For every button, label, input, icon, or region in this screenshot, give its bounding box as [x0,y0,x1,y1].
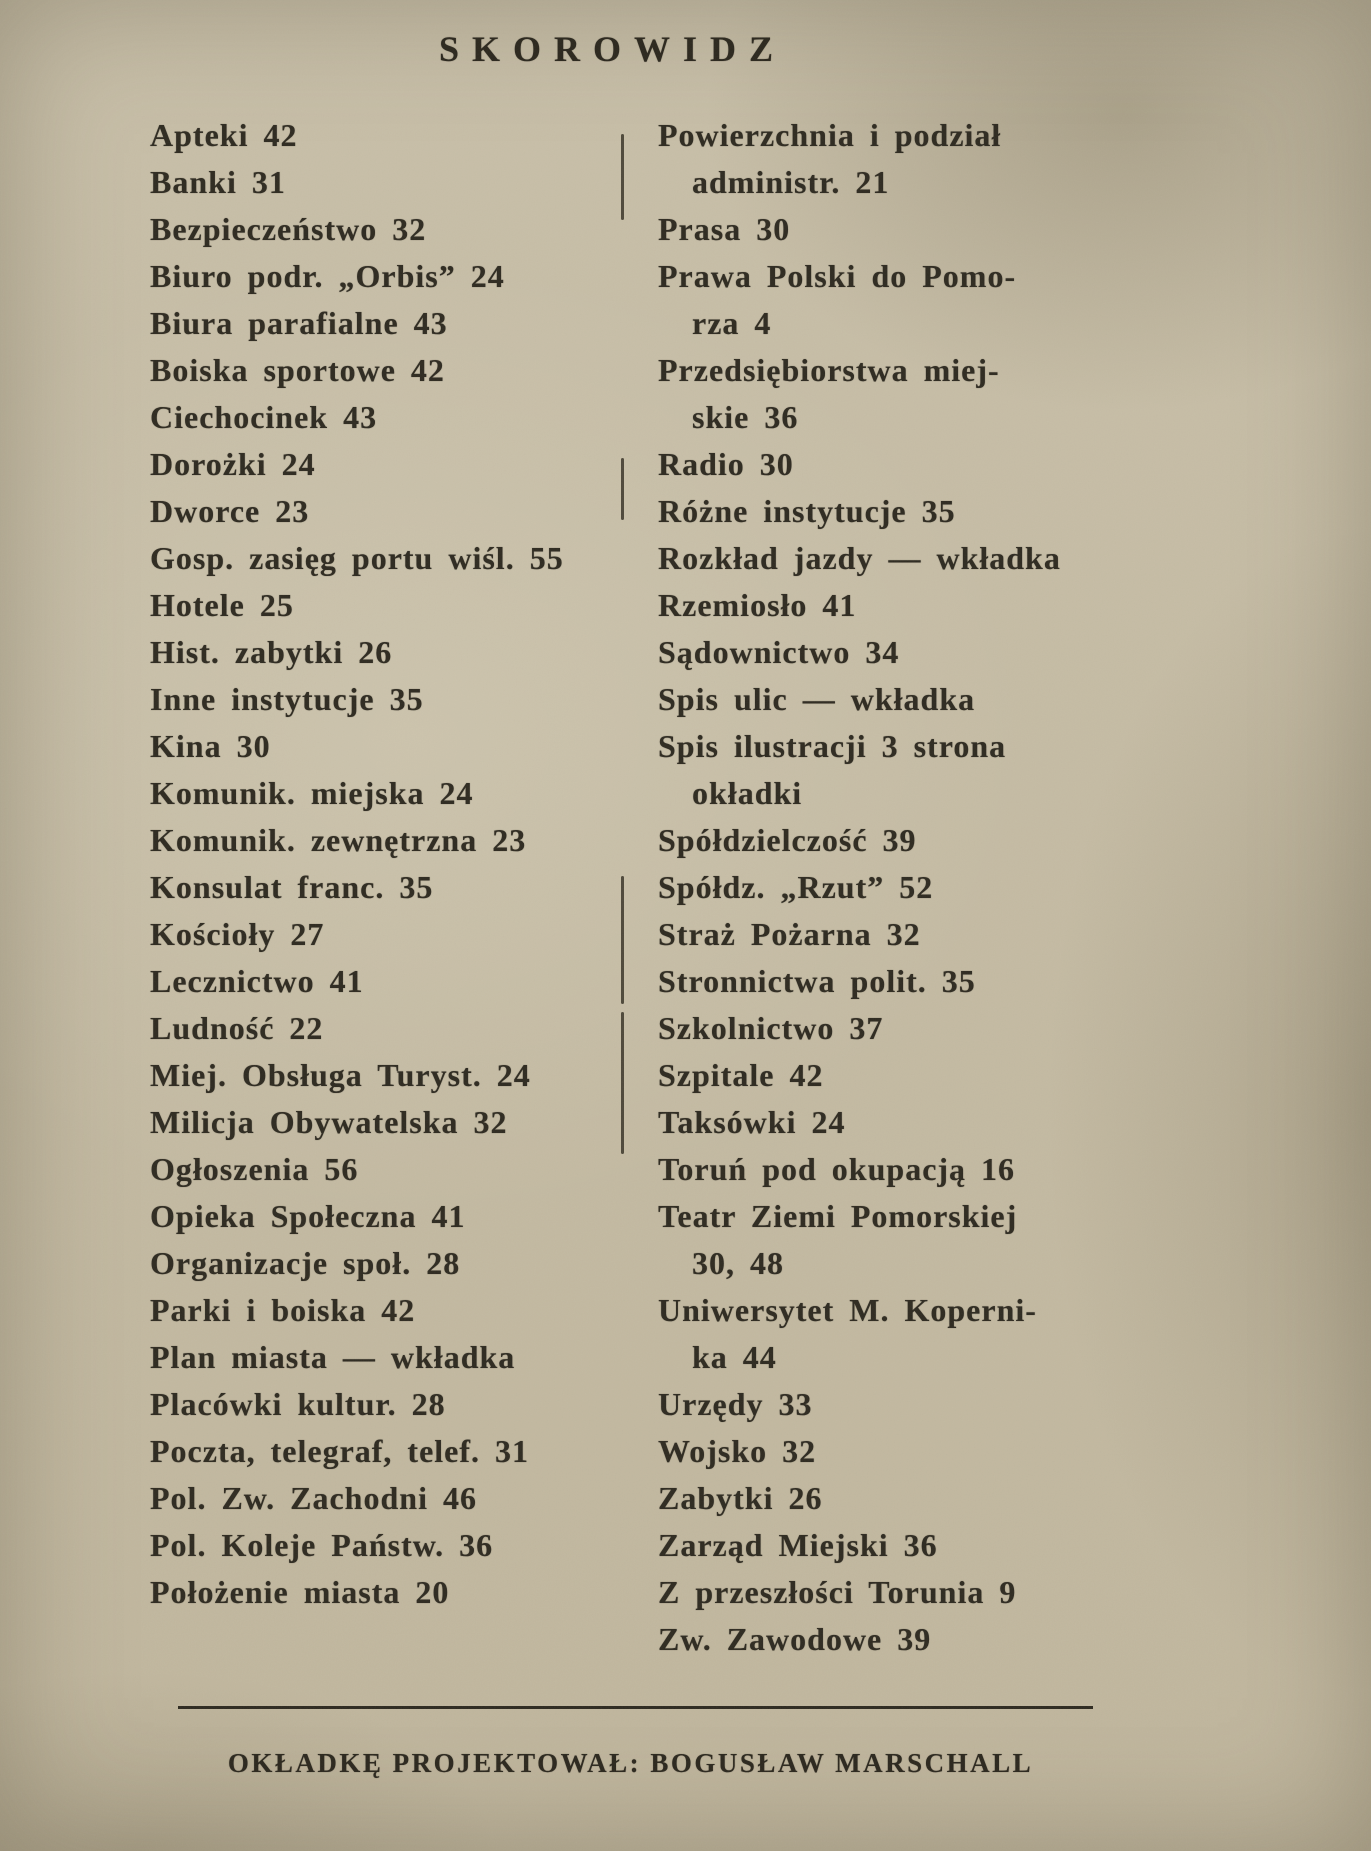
index-entry-line: Bezpieczeństwo 32 [150,211,427,247]
index-entry [658,676,1118,723]
index-entry [658,1146,1118,1193]
index-entry-line: Hist. zabytki 26 [150,634,393,670]
index-entry-line: Biuro podr. „Orbis” 24 [150,258,505,294]
index-entry-line: Prawa Polski do Pomo- [658,258,1017,294]
index-entry-line: Pol. Zw. Zachodni 46 [150,1480,477,1516]
index-entry [150,347,615,394]
index-entry-line: Opieka Społeczna 41 [150,1198,466,1234]
index-entry-line: Zw. Zawodowe 39 [658,1621,932,1657]
index-entry-line: Komunik. miejska 24 [150,775,474,811]
index-entry-line: Rzemiosło 41 [658,587,857,623]
index-entry-line: Taksówki 24 [658,1104,846,1140]
index-entry-line: Boiska sportowe 42 [150,352,445,388]
index-entry [658,441,1118,488]
index-entry [658,488,1118,535]
footer-credit: OKŁADKĘ PROJEKTOWAŁ: BOGUSŁAW MARSCHALL [227,1748,1034,1778]
index-entry [658,1193,1118,1287]
index-entry [658,911,1118,958]
index-entry [150,911,615,958]
index-entry [150,770,615,817]
index-entry [658,535,1118,582]
index-entry [150,1005,615,1052]
index-entry-line: Powierzchnia i podział [658,117,1002,153]
index-entry-line: Milicja Obywatelska 32 [150,1104,508,1140]
index-entry-line: Straż Pożarna 32 [658,916,921,952]
index-entry [150,488,615,535]
index-entry [150,1146,615,1193]
index-entry-line-continuation: 30, 48 [692,1245,784,1281]
index-entry-line: Sądownictwo 34 [658,634,900,670]
index-entry [658,1569,1118,1616]
index-entry [150,159,615,206]
index-entry [150,817,615,864]
index-entry-line-continuation: rza 4 [692,305,772,341]
index-entry-line: Placówki kultur. 28 [150,1386,446,1422]
index-entry [150,864,615,911]
index-entry [150,676,615,723]
index-entry [150,1240,615,1287]
index-entry [658,1287,1118,1381]
index-entry-line: Gosp. zasięg portu wiśl. 55 [150,540,564,576]
index-entry-line: Pol. Koleje Państw. 36 [150,1527,494,1563]
index-entry [150,1522,615,1569]
index-entry-line: Komunik. zewnętrzna 23 [150,822,527,858]
column-divider-segment [621,876,624,1004]
index-entry [658,1052,1118,1099]
index-entry-line: Zabytki 26 [658,1480,823,1516]
index-entry-line: Zarząd Miejski 36 [658,1527,938,1563]
index-entry-line: Poczta, telegraf, telef. 31 [150,1433,530,1469]
index-entry [150,112,615,159]
index-entry-line: Spółdz. „Rzut” 52 [658,869,934,905]
index-entry [150,1475,615,1522]
footer-divider [178,1706,1093,1709]
index-entry [658,723,1118,817]
index-entry-line: Miej. Obsługa Turyst. 24 [150,1057,531,1093]
index-entry [658,1522,1118,1569]
index-entry [150,1428,615,1475]
index-entry-line: Kościoły 27 [150,916,325,952]
index-entry [150,300,615,347]
index-column-right [658,112,1118,1663]
index-entry-line: Szpitale 42 [658,1057,824,1093]
index-entry-line: Różne instytucje 35 [658,493,956,529]
index-entry [658,958,1118,1005]
index-entry-line: Uniwersytet M. Koperni- [658,1292,1037,1328]
index-entry [658,1475,1118,1522]
index-entry [150,1052,615,1099]
column-divider-segment [621,1012,624,1154]
index-entry-line: Rozkład jazdy — wkładka [658,540,1061,576]
index-entry [658,1005,1118,1052]
column-divider-segment [621,134,624,220]
index-entry-line: Hotele 25 [150,587,294,623]
index-entry [150,535,615,582]
index-entry [150,582,615,629]
index-entry-line: Spis ulic — wkładka [658,681,976,717]
index-entry-line: Położenie miasta 20 [150,1574,450,1610]
index-entry-line-continuation: ka 44 [692,1339,777,1375]
index-entry [150,723,615,770]
index-entry-line: Kina 30 [150,728,271,764]
index-entry [658,1616,1118,1663]
index-entry-line: Z przeszłości Torunia 9 [658,1574,1017,1610]
index-entry [150,629,615,676]
index-entry-line: Szkolnictwo 37 [658,1010,884,1046]
index-entry [150,1287,615,1334]
index-entry-line: Spis ilustracji 3 strona [658,728,1007,764]
index-entry-line-continuation: okładki [692,775,803,811]
index-entry [150,441,615,488]
index-entry-line: Konsulat franc. 35 [150,869,434,905]
index-entry-line: Stronnictwa polit. 35 [658,963,976,999]
index-entry-line: Inne instytucje 35 [150,681,424,717]
index-entry-line-continuation: administr. 21 [692,164,890,200]
index-entry-line: Ogłoszenia 56 [150,1151,359,1187]
index-entry [150,1193,615,1240]
index-entry [658,206,1118,253]
index-entry-line: Przedsiębiorstwa miej- [658,352,1000,388]
index-entry [150,1381,615,1428]
index-columns [150,112,1118,1663]
index-entry-line: Biura parafialne 43 [150,305,448,341]
index-entry-line: Spółdzielczość 39 [658,822,917,858]
index-entry [150,253,615,300]
index-entry-line: Urzędy 33 [658,1386,813,1422]
index-entry [658,1099,1118,1146]
index-entry [150,1334,615,1381]
index-entry-line: Ciechocinek 43 [150,399,378,435]
index-entry [658,582,1118,629]
index-entry [658,864,1118,911]
index-entry [658,817,1118,864]
index-entry-line: Dworce 23 [150,493,310,529]
index-entry-line: Dorożki 24 [150,446,316,482]
index-entry [658,112,1118,206]
index-entry-line: Banki 31 [150,164,286,200]
index-column-left [150,112,615,1663]
index-entry [658,629,1118,676]
index-entry [658,347,1118,441]
index-entry [658,1428,1118,1475]
index-entry-line: Parki i boiska 42 [150,1292,416,1328]
index-entry-line: Prasa 30 [658,211,791,247]
index-entry-line: Plan miasta — wkładka [150,1339,516,1375]
index-entry-line: Wojsko 32 [658,1433,817,1469]
index-entry [150,1569,615,1616]
index-entry [658,253,1118,347]
index-entry-line: Organizacje społ. 28 [150,1245,461,1281]
index-entry [658,1381,1118,1428]
index-entry-line: Toruń pod okupacją 16 [658,1151,1016,1187]
index-entry [150,1099,615,1146]
index-entry [150,958,615,1005]
index-entry-line: Apteki 42 [150,117,298,153]
page-title: SKOROWIDZ [438,29,787,69]
index-entry-line-continuation: skie 36 [692,399,799,435]
index-entry [150,206,615,253]
column-divider-segment [621,458,624,520]
index-entry-line: Ludność 22 [150,1010,324,1046]
index-entry-line: Lecznictwo 41 [150,963,364,999]
index-entry-line: Teatr Ziemi Pomorskiej [658,1198,1018,1234]
index-entry [150,394,615,441]
index-entry-line: Radio 30 [658,446,794,482]
